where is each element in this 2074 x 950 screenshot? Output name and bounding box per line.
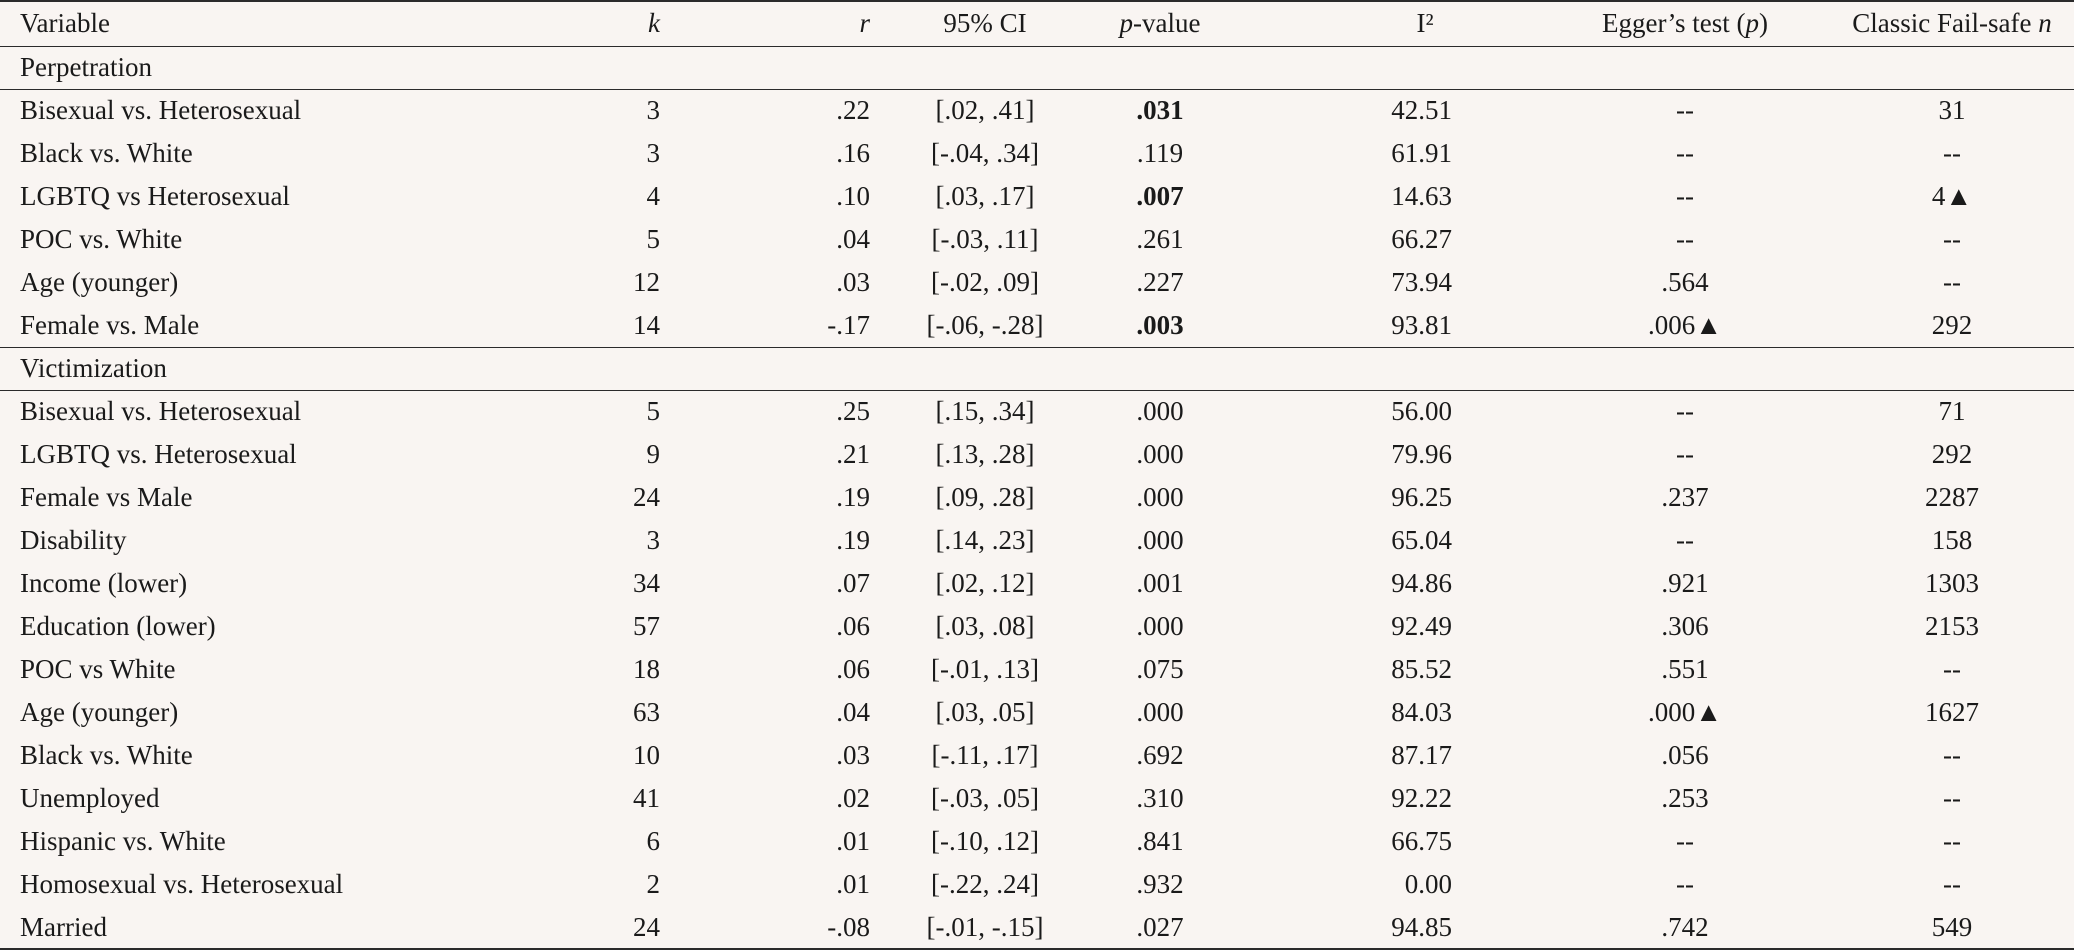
cell-failsafe: 292 [1931, 439, 1973, 469]
cell-failsafe: 71 [1938, 396, 1966, 427]
cell-variable: Education (lower) [20, 611, 216, 641]
cell-i2: 0.00 [1404, 869, 1452, 899]
cell-failsafe: 4▲ [1931, 181, 1973, 211]
cell-p-value: .000 [1136, 482, 1184, 512]
cell-failsafe: 2287 [1925, 482, 1979, 512]
table-row [0, 433, 2074, 476]
cell-i2: 94.85 [1250, 906, 1540, 949]
cell-p-value: .692 [1136, 740, 1184, 770]
cell-failsafe: 1627 [1925, 697, 1979, 727]
cell-r: .04 [836, 697, 870, 727]
cell-r: .03 [836, 267, 870, 297]
cell-r: .22 [836, 95, 870, 126]
cell-failsafe: 549 [1830, 906, 2074, 949]
cell-failsafe: -- [1943, 740, 1961, 770]
cell-egger: .551 [1661, 654, 1709, 684]
header-row [0, 1, 2074, 46]
table-row [0, 734, 2074, 777]
cell-r: .01 [836, 869, 870, 899]
cell-ci: [-.04, .34] [931, 138, 1039, 168]
cell-ci: [-.02, .09] [931, 267, 1039, 297]
cell-i2: 73.94 [1391, 267, 1452, 297]
cell-variable: Black vs. White [20, 138, 193, 168]
cell-r: .25 [836, 396, 870, 427]
cell-r: -.17 [827, 309, 870, 340]
cell-k: 9 [646, 439, 660, 469]
cell-k: 2 [646, 869, 660, 899]
table-row [0, 175, 2074, 218]
cell-k: 18 [633, 654, 660, 684]
cell-k: 6 [646, 826, 660, 856]
cell-ci: [-.11, .17] [931, 740, 1039, 770]
cell-i2: 66.27 [1391, 224, 1452, 254]
cell-variable: Married [0, 906, 560, 949]
cell-p-value: .007 [1136, 181, 1184, 211]
cell-egger: -- [1676, 525, 1694, 555]
cell-r: .19 [836, 482, 870, 512]
cell-k: 5 [646, 224, 660, 254]
cell-failsafe: -- [1943, 783, 1961, 813]
cell-failsafe: -- [1943, 654, 1961, 684]
cell-failsafe: 31 [1938, 95, 1966, 126]
cell-p-value: .000 [1136, 525, 1184, 555]
cell-i2: 14.63 [1391, 181, 1452, 211]
cell-egger: -- [1676, 95, 1694, 126]
cell-p-value: .227 [1136, 267, 1184, 297]
cell-ci: [.03, .17] [935, 181, 1035, 211]
cell-variable: Female vs Male [20, 482, 193, 512]
cell-p-value: .261 [1136, 224, 1184, 254]
cell-k: 3 [646, 95, 660, 126]
cell-ci: [-.22, .24] [931, 869, 1039, 899]
cell-p-value: .119 [1136, 138, 1184, 168]
table-row [0, 218, 2074, 261]
cell-k: 3 [646, 525, 660, 555]
table-row [0, 390, 2074, 433]
table-row [0, 132, 2074, 175]
cell-i2: 56.00 [1391, 396, 1452, 427]
cell-i2: 42.51 [1391, 95, 1452, 126]
cell-i2: 65.04 [1391, 525, 1452, 555]
cell-i2: 92.22 [1391, 783, 1452, 813]
table-row [0, 89, 2074, 132]
cell-k: 3 [646, 138, 660, 168]
section-row [0, 46, 2074, 89]
cell-i2: 93.81 [1391, 309, 1452, 340]
cell-i2: 85.52 [1391, 654, 1452, 684]
cell-variable: Black vs. White [20, 740, 193, 770]
cell-k: 14 [633, 309, 660, 340]
cell-ci: [.09, .28] [935, 482, 1035, 512]
cell-ci: [.03, .08] [935, 611, 1035, 641]
cell-p-value: .000 [1136, 611, 1184, 641]
header-ci: 95% CI [900, 1, 1070, 46]
cell-egger: .564 [1661, 267, 1709, 297]
cell-failsafe: 158 [1931, 525, 1973, 555]
cell-k: 24 [633, 482, 660, 512]
cell-egger: -- [1676, 181, 1694, 211]
header-failsafe: Classic Fail-safe n [1830, 1, 2074, 46]
table-row [0, 863, 2074, 906]
cell-r: .07 [836, 568, 870, 598]
cell-r: .03 [836, 740, 870, 770]
cell-r: .06 [836, 654, 870, 684]
cell-egger: .253 [1661, 783, 1709, 813]
cell-ci: [-.01, .13] [931, 654, 1039, 684]
cell-variable: Disability [20, 525, 127, 555]
cell-egger: -- [1676, 138, 1694, 168]
cell-k: 34 [633, 568, 660, 598]
cell-k: 10 [633, 740, 660, 770]
cell-variable: POC vs. White [20, 224, 183, 254]
cell-variable: LGBTQ vs. Heterosexual [20, 439, 297, 469]
cell-variable: Bisexual vs. Heterosexual [20, 95, 302, 126]
cell-variable: Unemployed [20, 783, 160, 813]
cell-p-value: .000 [1136, 439, 1184, 469]
cell-ci: [-.10, .12] [931, 826, 1039, 856]
cell-p-value: .841 [1136, 826, 1184, 856]
table-body [0, 46, 2074, 949]
cell-p-value: .031 [1136, 95, 1184, 126]
table-row [0, 519, 2074, 562]
cell-variable: POC vs White [20, 654, 176, 684]
cell-r: .06 [836, 611, 870, 641]
header-egger: Egger’s test (p) [1540, 1, 1830, 46]
cell-i2: 66.75 [1391, 826, 1452, 856]
cell-r: .04 [836, 224, 870, 254]
cell-p-value: .075 [1136, 654, 1184, 684]
cell-egger: -- [1676, 826, 1694, 856]
cell-failsafe: -- [1943, 138, 1961, 168]
cell-r: .02 [836, 783, 870, 813]
table-row [0, 562, 2074, 605]
cell-i2: 79.96 [1391, 439, 1452, 469]
cell-k: 12 [633, 267, 660, 297]
cell-i2: 92.49 [1391, 611, 1452, 641]
section-title: Victimization [0, 347, 2074, 390]
cell-i2: 84.03 [1391, 697, 1452, 727]
table-header [0, 1, 2074, 46]
cell-ci: [.03, .05] [935, 697, 1035, 727]
cell-p-value: .027 [1070, 906, 1250, 949]
cell-failsafe: -- [1943, 869, 1961, 899]
table-row [0, 820, 2074, 863]
cell-variable: LGBTQ vs Heterosexual [20, 181, 290, 211]
header-k: k [560, 1, 660, 46]
cell-k: 4 [646, 181, 660, 211]
cell-r: .10 [836, 181, 870, 211]
cell-k: 24 [560, 906, 660, 949]
table-row [0, 691, 2074, 734]
cell-egger: .006▲ [1648, 309, 1722, 340]
cell-r: .19 [836, 525, 870, 555]
cell-k: 57 [633, 611, 660, 641]
cell-i2: 87.17 [1391, 740, 1452, 770]
cell-i2: 61.91 [1391, 138, 1452, 168]
cell-ci: [.14, .23] [935, 525, 1035, 555]
cell-p-value: .001 [1136, 568, 1184, 598]
cell-egger: -- [1676, 396, 1694, 427]
cell-ci: [.02, .12] [935, 568, 1035, 598]
header-variable: Variable [0, 1, 560, 46]
cell-ci: [-.03, .05] [931, 783, 1039, 813]
table-row [0, 777, 2074, 820]
cell-p-value: .310 [1136, 783, 1184, 813]
cell-failsafe: 1303 [1925, 568, 1979, 598]
table-row [0, 304, 2074, 347]
cell-egger: .921 [1661, 568, 1709, 598]
cell-k: 5 [646, 396, 660, 427]
cell-failsafe: -- [1943, 267, 1961, 297]
cell-egger: -- [1676, 869, 1694, 899]
section-row [0, 347, 2074, 390]
cell-i2: 96.25 [1391, 482, 1452, 512]
table-row [0, 906, 2074, 949]
cell-variable: Female vs. Male [20, 309, 200, 340]
cell-r: .21 [836, 439, 870, 469]
cell-variable: Income (lower) [20, 568, 188, 598]
cell-p-value: .000 [1136, 396, 1184, 427]
cell-failsafe: -- [1943, 826, 1961, 856]
cell-egger: .237 [1661, 482, 1709, 512]
cell-variable: Age (younger) [20, 697, 179, 727]
cell-egger: .056 [1661, 740, 1709, 770]
cell-ci: [.15, .34] [935, 396, 1035, 427]
table-row [0, 261, 2074, 304]
section-title: Perpetration [0, 46, 2074, 89]
table-row [0, 605, 2074, 648]
cell-ci: [.13, .28] [935, 439, 1035, 469]
cell-egger: .306 [1661, 611, 1709, 641]
cell-p-value: .932 [1136, 869, 1184, 899]
cell-ci: [-.06, -.28] [926, 309, 1044, 340]
cell-variable: Hispanic vs. White [20, 826, 226, 856]
table-row [0, 648, 2074, 691]
cell-r: -.08 [660, 906, 900, 949]
cell-failsafe: 2153 [1925, 611, 1979, 641]
cell-variable: Homosexual vs. Heterosexual [20, 869, 344, 899]
cell-egger: -- [1676, 224, 1694, 254]
cell-egger: -- [1676, 439, 1694, 469]
cell-egger: .742 [1540, 906, 1830, 949]
cell-ci: [-.01, -.15] [900, 906, 1070, 949]
cell-r: .01 [836, 826, 870, 856]
cell-ci: [.02, .41] [935, 95, 1035, 126]
header-p-value: p-value [1070, 1, 1250, 46]
cell-failsafe: 292 [1931, 309, 1973, 340]
header-r: r [660, 1, 900, 46]
cell-k: 41 [633, 783, 660, 813]
cell-p-value: .003 [1136, 309, 1184, 340]
cell-ci: [-.03, .11] [931, 224, 1039, 254]
cell-i2: 94.86 [1391, 568, 1452, 598]
table-row [0, 476, 2074, 519]
cell-p-value: .000 [1136, 697, 1184, 727]
cell-variable: Age (younger) [20, 267, 179, 297]
cell-variable: Bisexual vs. Heterosexual [20, 396, 302, 427]
cell-egger: .000▲ [1648, 697, 1722, 727]
cell-k: 63 [633, 697, 660, 727]
header-i2: I² [1250, 1, 1540, 46]
cell-r: .16 [836, 138, 870, 168]
cell-failsafe: -- [1943, 224, 1961, 254]
